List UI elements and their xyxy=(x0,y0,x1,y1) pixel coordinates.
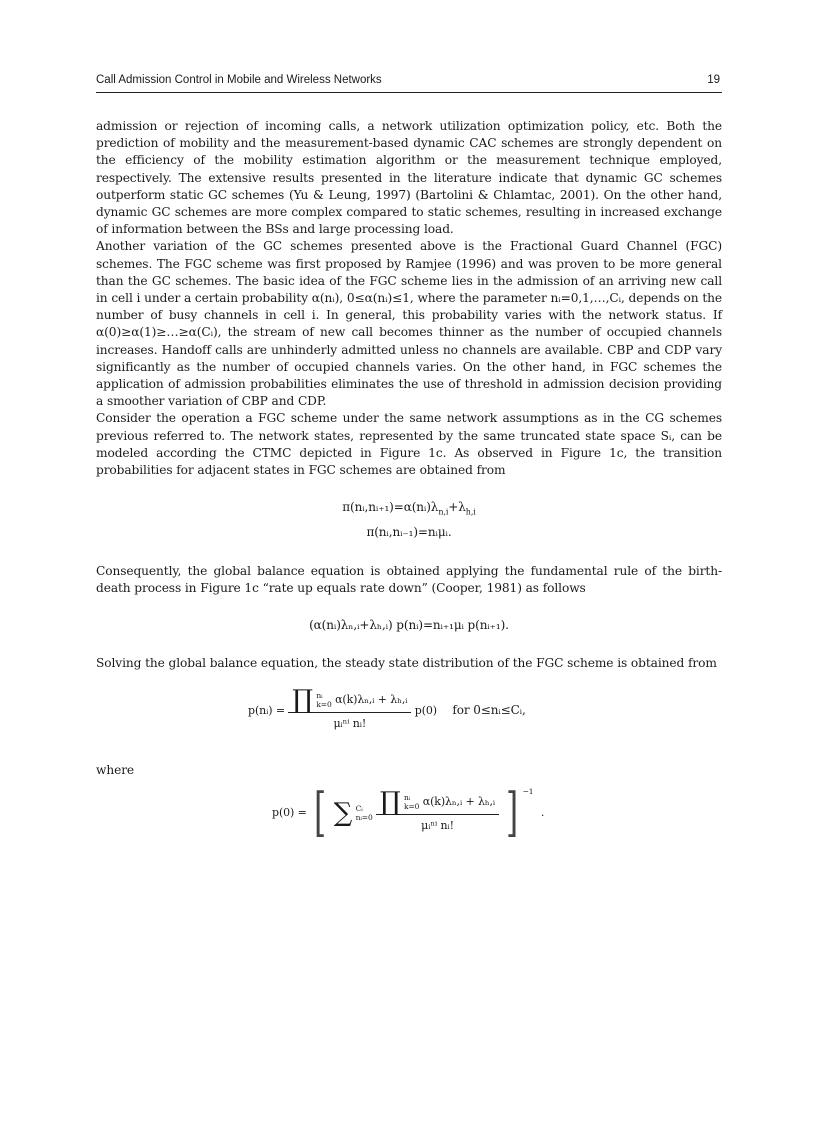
normalization-equation: p(0) = [ ∑ Cᵢ nᵢ=0 ∏ nᵢ k=0 α(k)λₙ,ᵢ + λₕ,ᵢ μᵢⁿⁱ nᵢ! ] $^{-1}$ . xyxy=(272,783,545,844)
paragraph-5: Solving the global balance equation, the steady state distribution of the FGC scheme is obtained from xyxy=(96,655,717,670)
product-symbol: ∏ xyxy=(380,786,401,817)
left-bracket: [ xyxy=(314,783,327,844)
global-balance-equation: (α(nᵢ)λₙ,ᵢ+λₕ,ᵢ) p(nᵢ)=nᵢ₊₁μᵢ p(nᵢ₊₁). xyxy=(309,618,509,633)
transition-equation-down: π(nᵢ,nᵢ₋₁)=nᵢμᵢ. xyxy=(366,524,452,539)
steady-state-equation: p(nᵢ) = ∏ nᵢ k=0 α(k)λₙ,ᵢ + λₕ,ᵢ μᵢⁿⁱ nᵢ! p(0) for 0≤nᵢ≤Cᵢ, xyxy=(248,690,722,740)
paragraph-4: Consequently, the global balance equation is obtained applying the fundamental rule of the birth-death process in Figure 1c “rate up equals rate down” (Cooper, 1981) as follows xyxy=(96,564,722,596)
running-header xyxy=(96,72,722,93)
product-symbol: ∏ xyxy=(292,684,313,715)
page-number: 19 xyxy=(707,74,720,86)
page-body xyxy=(96,118,722,844)
normalization-fraction: ∏ nᵢ k=0 α(k)λₙ,ᵢ + λₕ,ᵢ μᵢⁿⁱ nᵢ! xyxy=(376,792,499,834)
right-bracket: ] xyxy=(506,783,519,844)
paragraph-6: where xyxy=(96,762,135,777)
running-header-title: Call Admission Control in Mobile and Wireless Networks xyxy=(96,74,382,86)
summation-symbol: ∑ xyxy=(333,798,353,829)
paragraph-2: Another variation of the GC schemes presented above is the Fractional Guard Channel (FGC) schemes. The FGC scheme was first proposed by Ramjee (1996) and was proven to be more general than the GC schemes. The basic idea of the FGC scheme lies in the admission of an arriving new call in cell i under a certain probability α(nᵢ), 0≤α(nᵢ)≤1, where the parameter nᵢ=0,1,…,Cᵢ, depends on the number of busy channels in cell i. In general, this probability varies with the network status. If α(0)≥α(1)≥…≥α(Cᵢ), the stream of new call becomes thinner as the number of occupied channels increases. Handoff calls are unhinderly admitted unless no channels are available. CBP and CDP vary significantly as the number of occupied channels varies. On the other hand, in FGC schemes the application of admission probabilities eliminates the use of threshold in admission decision providing a smoother variation of CBP and CDP. xyxy=(96,239,722,409)
paragraph-3: Consider the operation a FGC scheme under the same network assumptions as in the CG schemes previous referred to. The network states, represented by the same truncated state space Sᵢ, can be modeled according the CTMC depicted in Figure 1c. As observed in Figure 1c, the transition probabilities for adjacent states in FGC schemes are obtained from xyxy=(96,411,722,478)
transition-equation-up: $\pi(nᵢ,nᵢ_{+1})=\alpha(nᵢ)\lambda_{n,i}+\lambda_{h,i}$ xyxy=(342,500,476,517)
steady-state-fraction: ∏ nᵢ k=0 α(k)λₙ,ᵢ + λₕ,ᵢ μᵢⁿⁱ nᵢ! xyxy=(288,690,411,732)
paragraph-1: admission or rejection of incoming calls, a network utilization optimization policy, etc. Both the prediction of mobility and the measurement-based dynamic CAC schemes are strongly dependent on the efficiency of the mobility estimation algorithm or the measurement technique employed, respectively. The extensive results presented in the literature indicate that dynamic GC schemes outperform static GC schemes (Yu & Leung, 1997) (Bartolini & Chlamtac, 2001). On the other hand, dynamic GC schemes are more complex compared to static schemes, resulting in increased exchange of information between the BSs and large processing load. xyxy=(96,119,722,237)
